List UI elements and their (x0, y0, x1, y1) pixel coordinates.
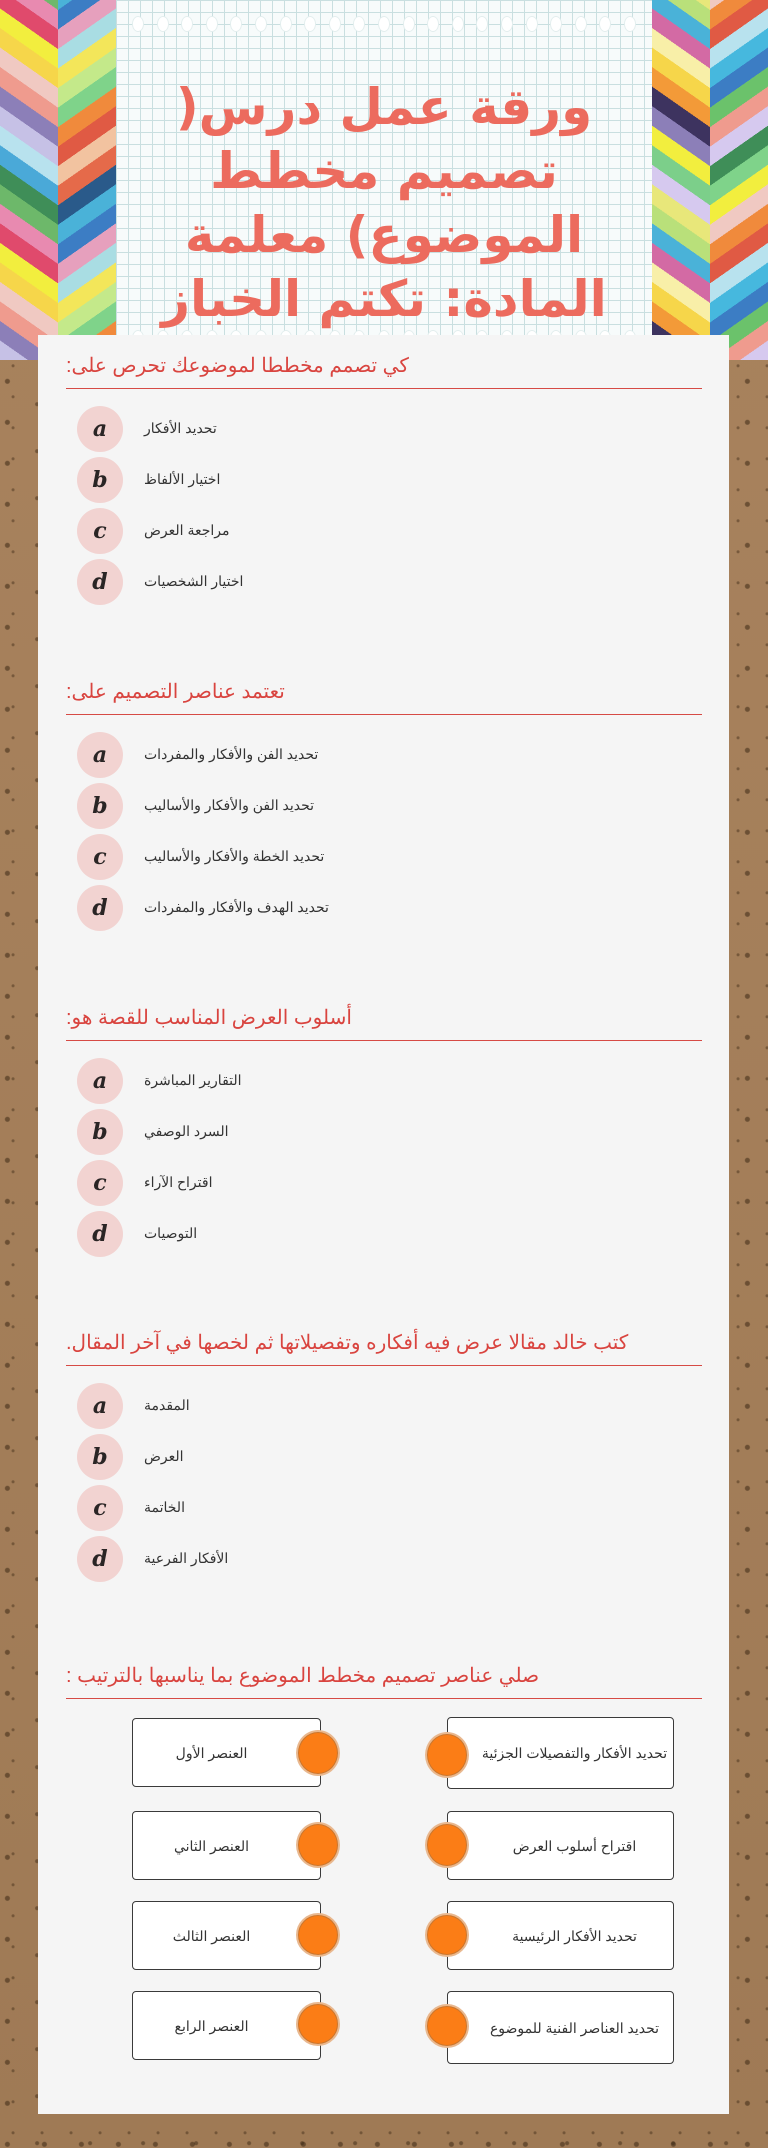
option-text: اختيار الألفاظ (144, 471, 221, 487)
option-b[interactable] (66, 1106, 702, 1157)
options-list (66, 1380, 702, 1584)
graph-paper-banner (116, 0, 652, 360)
option-text: الخاتمة (144, 1499, 185, 1515)
match-left-item-3[interactable]: العنصر الثالث (132, 1901, 321, 1970)
option-b[interactable] (66, 1431, 702, 1482)
worksheet-card (38, 335, 729, 2114)
notebook-holes-decoration (132, 16, 636, 32)
option-text: التقارير المباشرة (144, 1072, 242, 1088)
option-a[interactable] (66, 403, 702, 454)
question-3 (66, 997, 702, 1259)
chevron-stripe-decoration (652, 0, 710, 360)
connector-dot-left-3[interactable] (296, 1913, 340, 1957)
question-prompt: كي تصمم مخططا لموضوعك تحرص على: (66, 345, 702, 389)
option-text: السرد الوصفي (144, 1123, 229, 1139)
match-right-item-2[interactable]: اقتراح أسلوب العرض (447, 1811, 674, 1880)
option-letter-badge[interactable]: a (77, 406, 123, 452)
option-c[interactable] (66, 1157, 702, 1208)
page-title: ورقة عمل درس( تصميم مخطط الموضوع) معلمة المادة: تكتم الخباز (161, 78, 607, 328)
connector-dot-right-1[interactable] (425, 1732, 469, 1778)
option-letter-badge[interactable]: b (77, 1434, 123, 1480)
option-d[interactable] (66, 1208, 702, 1259)
match-right-item-1[interactable]: تحديد الأفكار والتفصيلات الجزئية (447, 1717, 674, 1789)
worksheet-header (0, 0, 768, 360)
option-letter-badge[interactable]: c (77, 1485, 123, 1531)
option-text: تحديد الهدف والأفكار والمفردات (144, 899, 329, 915)
option-letter-badge[interactable]: c (77, 834, 123, 880)
option-d[interactable] (66, 556, 702, 607)
options-list (66, 1055, 702, 1259)
options-list (66, 729, 702, 933)
option-d[interactable] (66, 1533, 702, 1584)
chevron-stripe-decoration (58, 0, 116, 360)
option-c[interactable] (66, 831, 702, 882)
option-text: مراجعة العرض (144, 522, 230, 538)
connector-dot-left-4[interactable] (296, 2002, 340, 2046)
option-a[interactable] (66, 1055, 702, 1106)
question-prompt: صلي عناصر تصميم مخطط الموضوع بما يناسبها بالترتيب : (66, 1655, 702, 1699)
connector-dot-left-2[interactable] (296, 1822, 340, 1868)
option-c[interactable] (66, 1482, 702, 1533)
chevron-stripe-decoration (0, 0, 58, 360)
option-text: المقدمة (144, 1397, 190, 1413)
option-text: تحديد الفن والأفكار والمفردات (144, 746, 319, 762)
option-text: تحديد الأفكار (144, 420, 217, 436)
option-letter-badge[interactable]: b (77, 783, 123, 829)
question-prompt: أسلوب العرض المناسب للقصة هو: (66, 997, 702, 1041)
option-letter-badge[interactable]: d (77, 1211, 123, 1257)
option-letter-badge[interactable]: d (77, 559, 123, 605)
option-text: اقتراح الآراء (144, 1174, 213, 1190)
question-1 (66, 345, 702, 607)
option-letter-badge[interactable]: d (77, 1536, 123, 1582)
option-text: العرض (144, 1448, 184, 1464)
option-letter-badge[interactable]: a (77, 1383, 123, 1429)
option-text: الأفكار الفرعية (144, 1550, 229, 1566)
option-d[interactable] (66, 882, 702, 933)
option-a[interactable] (66, 729, 702, 780)
match-right-item-3[interactable]: تحديد الأفكار الرئيسية (447, 1901, 674, 1970)
option-c[interactable] (66, 505, 702, 556)
option-a[interactable] (66, 1380, 702, 1431)
matching-question (66, 1655, 702, 1699)
match-left-item-2[interactable]: العنصر الثاني (132, 1811, 321, 1880)
option-letter-badge[interactable]: b (77, 1109, 123, 1155)
option-text: التوصيات (144, 1225, 198, 1241)
connector-dot-right-2[interactable] (425, 1822, 469, 1868)
option-text: تحديد الخطة والأفكار والأساليب (144, 848, 325, 864)
match-left-item-4[interactable]: العنصر الرابع (132, 1991, 321, 2060)
question-2 (66, 671, 702, 933)
option-letter-badge[interactable]: c (77, 508, 123, 554)
connector-dot-right-4[interactable] (425, 2004, 469, 2048)
option-letter-badge[interactable]: d (77, 885, 123, 931)
match-left-item-1[interactable]: العنصر الأول (132, 1718, 321, 1787)
option-letter-badge[interactable]: a (77, 1058, 123, 1104)
connector-dot-left-1[interactable] (296, 1730, 340, 1776)
option-letter-badge[interactable]: c (77, 1160, 123, 1206)
question-prompt: كتب خالد مقالا عرض فيه أفكاره وتفصيلاتها ثم لخصها في آخر المقال. (66, 1322, 702, 1366)
question-4 (66, 1322, 702, 1584)
option-letter-badge[interactable]: b (77, 457, 123, 503)
option-text: تحديد الفن والأفكار والأساليب (144, 797, 315, 813)
question-prompt: تعتمد عناصر التصميم على: (66, 671, 702, 715)
option-letter-badge[interactable]: a (77, 732, 123, 778)
options-list (66, 403, 702, 607)
option-b[interactable] (66, 454, 702, 505)
option-text: اختيار الشخصيات (144, 573, 244, 589)
option-b[interactable] (66, 780, 702, 831)
chevron-stripe-decoration (710, 0, 768, 360)
match-right-item-4[interactable]: تحديد العناصر الفنية للموضوع (447, 1991, 674, 2064)
connector-dot-right-3[interactable] (425, 1913, 469, 1957)
